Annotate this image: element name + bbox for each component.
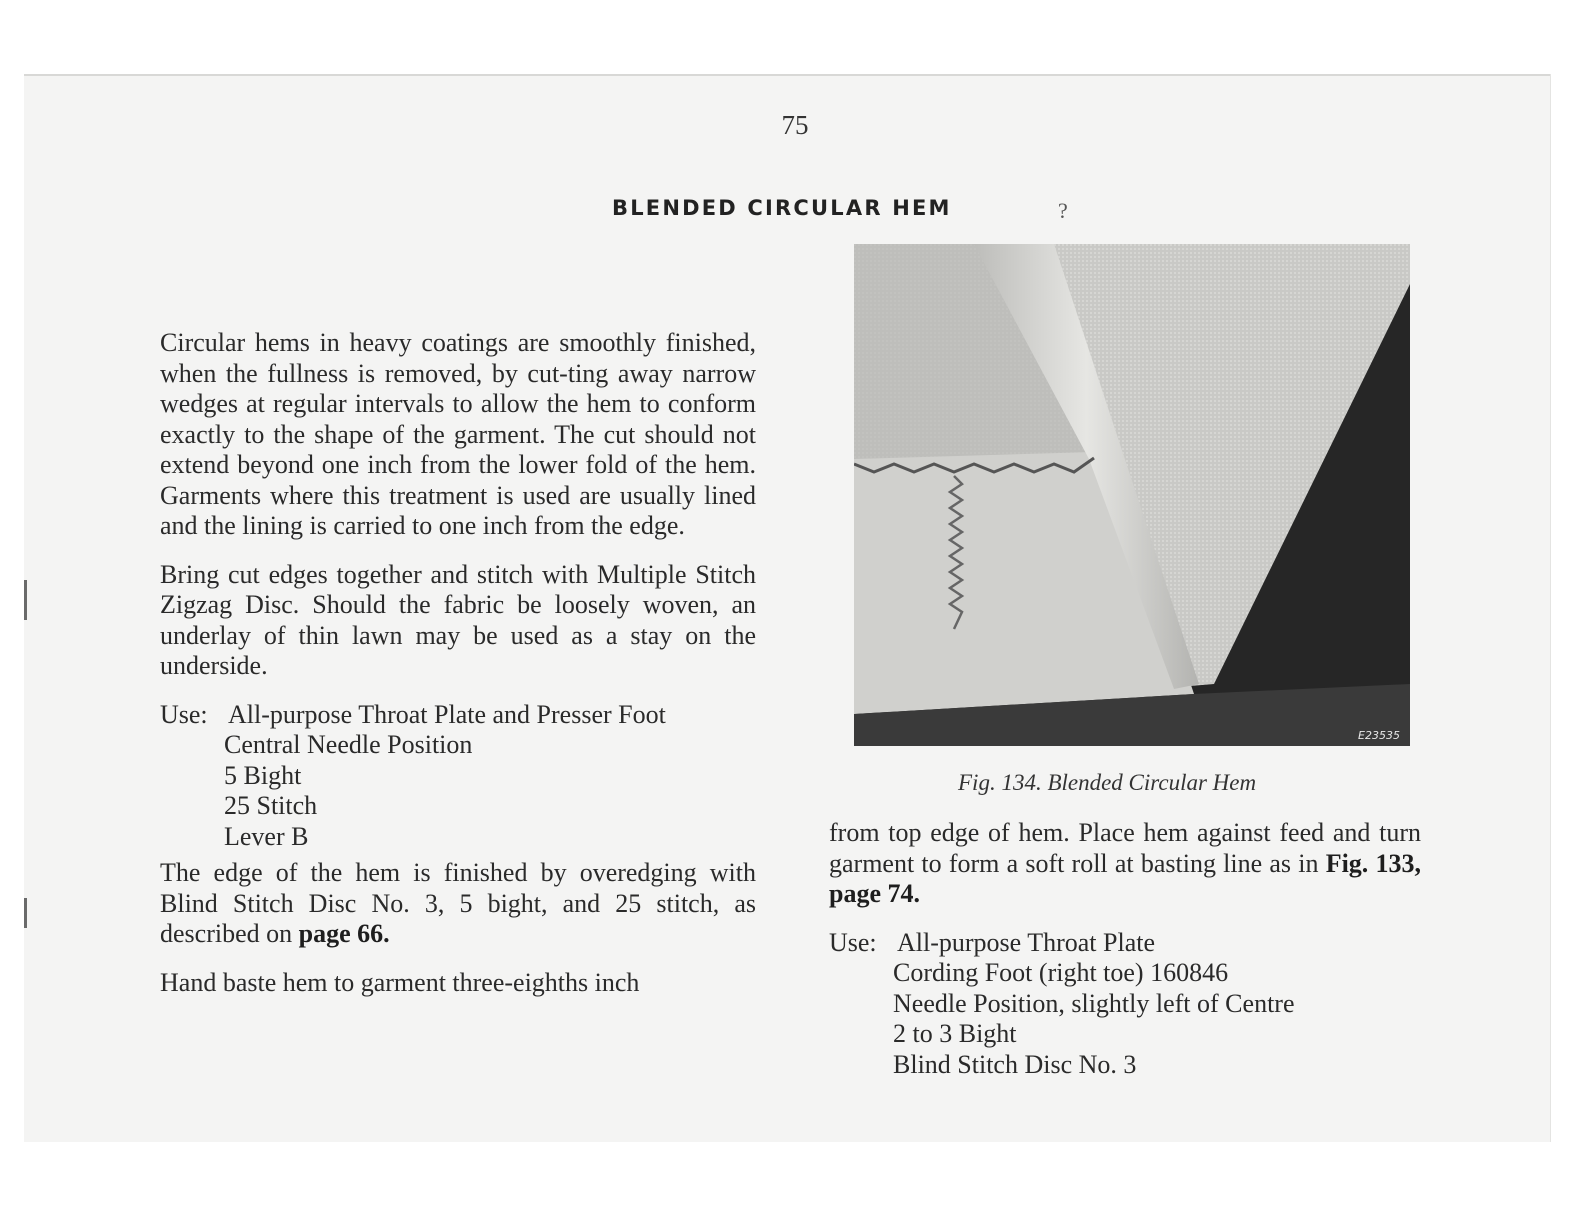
use-line: Cording Foot (right toe) 160846 xyxy=(893,958,1229,987)
paragraph-hand-baste: Hand baste hem to garment three-eighths inch xyxy=(160,967,640,997)
figure-reference: Fig. 133, page 74. xyxy=(829,848,1422,908)
figure-blended-circular-hem xyxy=(854,244,1410,746)
use-line: Needle Position, slightly left of Centre xyxy=(893,988,1295,1018)
paragraph-circular-hems: Circular hems in heavy coatings are smoothly finished, when the fullness is removed, by cut-ting away narrow wedges at regular intervals to allow the hem to conform exactly to the shape of the garment. The cut should not extend beyond one inch from the lower fold of the hem. Garments where this treatment is used are usually lined and the lining is carried to one inch from the edge. xyxy=(160,328,756,540)
figure-code: E23535 xyxy=(1358,729,1400,742)
paragraph-bring-cut-edges: Bring cut edges together and stitch with Multiple Stitch Zigzag Disc. Should the fabric be loosely woven, an underlay of thin lawn may be used as a stay on the underside. xyxy=(160,559,756,680)
paragraph-edge-finished: The edge of the hem is finished by overedging with Blind Stitch Disc No. 3, 5 bight, and 25 stitch, as described on page 66. xyxy=(160,858,756,948)
left-column xyxy=(160,328,756,998)
use-line: 5 Bight xyxy=(224,760,302,790)
paragraph-from-top-edge: from top edge of hem. Place hem against feed and turn garment to form a soft roll at basting line as in Fig. 133, page 74. xyxy=(829,818,1422,908)
section-heading: BLENDED CIRCULAR HEM xyxy=(612,196,952,220)
use-line: 2 to 3 Bight xyxy=(893,1019,1017,1048)
use-settings-left xyxy=(160,700,756,853)
use-line: 25 Stitch xyxy=(224,791,318,820)
use-label: Use: xyxy=(829,927,877,957)
use-line: Blind Stitch Disc No. 3 xyxy=(893,1049,1137,1079)
hem-photo xyxy=(854,244,1410,746)
page-number: 75 xyxy=(781,110,809,140)
use-line: Central Needle Position xyxy=(224,730,473,759)
use-label: Use: xyxy=(160,699,208,729)
use-settings-right xyxy=(829,928,1421,1081)
stray-mark: ? xyxy=(1058,198,1068,223)
use-line: All-purpose Throat Plate xyxy=(897,927,1156,957)
figure-caption: Fig. 134. Blended Circular Hem xyxy=(958,770,1257,795)
use-line: Lever B xyxy=(224,821,309,851)
use-line: All-purpose Throat Plate and Presser Foot xyxy=(228,699,666,729)
right-column xyxy=(829,818,1421,1080)
page-reference: page 66. xyxy=(298,919,390,948)
